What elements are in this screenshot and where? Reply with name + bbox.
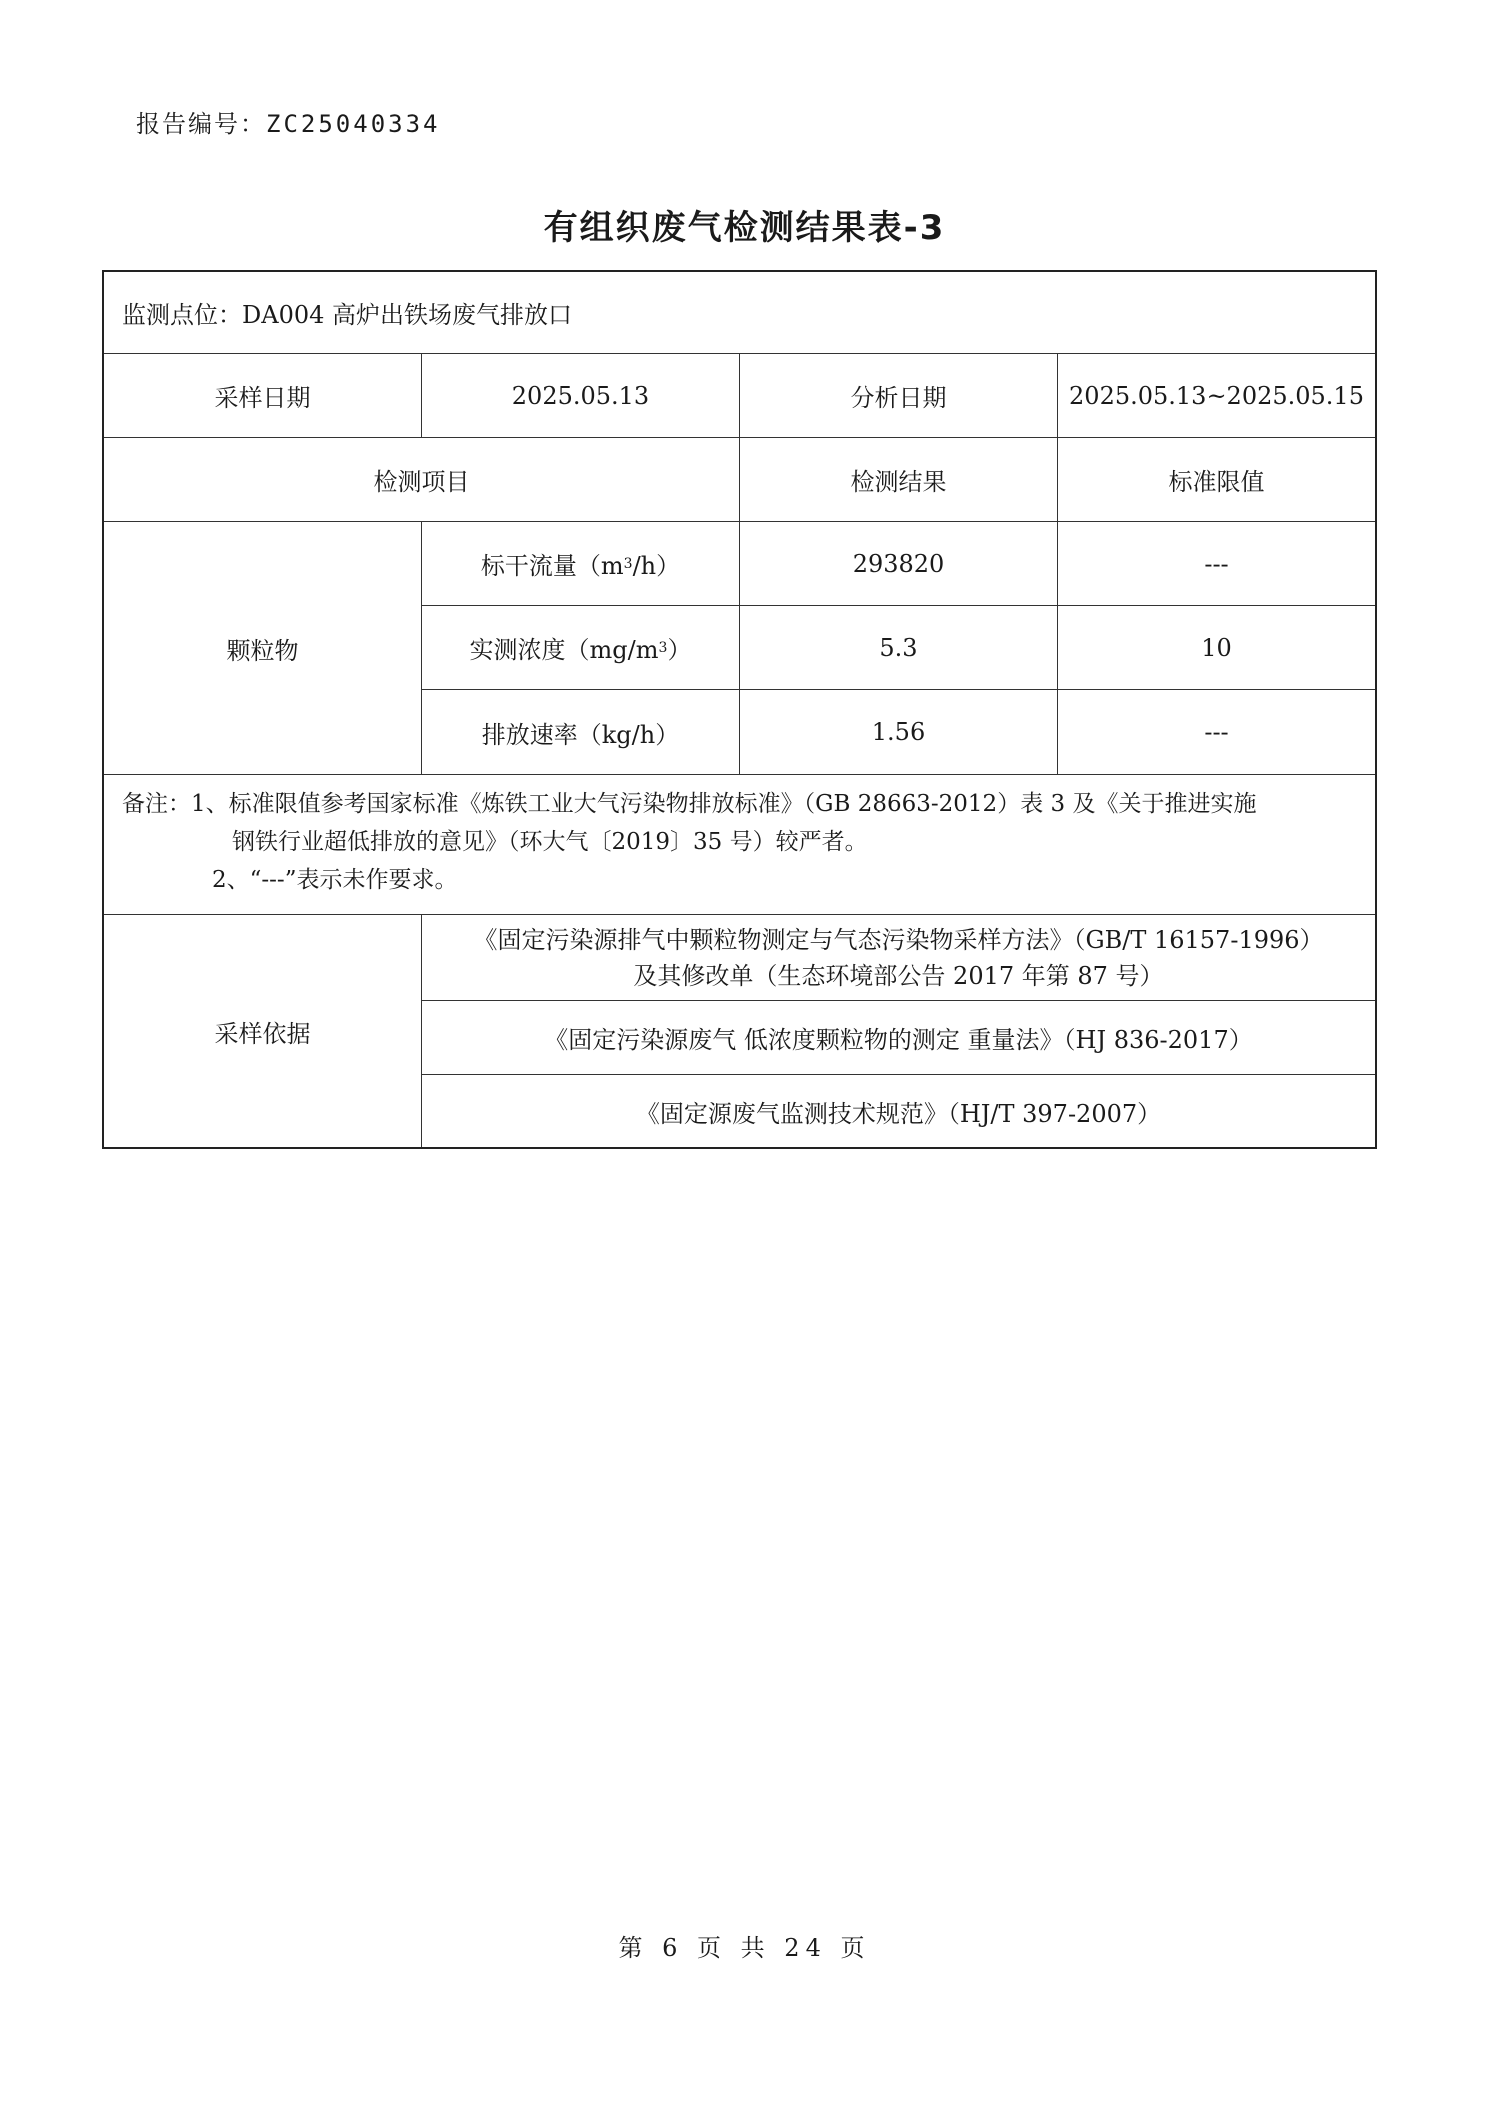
basis-row xyxy=(422,1075,1375,1147)
sampling-date-value: 2025.05.13 xyxy=(422,354,740,437)
site-value: DA004 高炉出铁场废气排放口 xyxy=(242,301,573,329)
basis-label: 采样依据 xyxy=(104,915,422,1147)
table-row xyxy=(422,522,1375,606)
report-number-label: 报告编号： xyxy=(136,110,266,138)
column-header-row xyxy=(104,438,1375,522)
report-number-value: ZC25040334 xyxy=(266,110,441,138)
site-row xyxy=(104,272,1375,354)
results-table xyxy=(102,270,1377,1149)
param-cell: 排放速率（kg/h） xyxy=(422,690,740,774)
limit-cell: --- xyxy=(1204,718,1229,746)
pollutant-name: 颗粒物 xyxy=(104,522,422,774)
analysis-date-label: 分析日期 xyxy=(740,354,1058,437)
pollutant-block xyxy=(104,522,1375,775)
limit-cell: --- xyxy=(1204,549,1229,578)
site-label: 监测点位： xyxy=(122,301,242,329)
notes xyxy=(104,775,1375,915)
param-cell: 实测浓度（mg/m 3 ） xyxy=(422,606,740,689)
column-header-limit: 标准限值 xyxy=(1168,468,1265,496)
basis-item: 《固定污染源排气中颗粒物测定与气态污染物采样方法》（GB/T 16157-1996） 及其修改单（生态环境部公告 2017 年第 87 号） xyxy=(473,925,1324,990)
basis-item: 《固定源废气监测技术规范》（HJ/T 397-2007） xyxy=(635,1099,1162,1128)
column-header-item: 检测项目 xyxy=(104,438,740,521)
page-title: 有组织废气检测结果表-3 xyxy=(543,208,946,248)
table-row xyxy=(422,606,1375,690)
param-cell: 标干流量（m 3 /h） xyxy=(422,522,740,605)
sampling-date-label: 采样日期 xyxy=(104,354,422,437)
analysis-date-value: 2025.05.13~2025.05.15 xyxy=(1069,381,1364,410)
basis-row xyxy=(422,1001,1375,1075)
page-footer: 第 6 页 共 24 页 xyxy=(618,1934,871,1962)
note-line-1-cont: 钢铁行业超低排放的意见》（环大气〔2019〕35 号）较严者。 xyxy=(232,829,868,855)
result-cell: 293820 xyxy=(740,522,1058,605)
basis-item: 《固定污染源废气 低浓度颗粒物的测定 重量法》（HJ 836-2017） xyxy=(544,1026,1253,1054)
table-row xyxy=(422,690,1375,774)
basis-row xyxy=(422,915,1375,1001)
column-header-result: 检测结果 xyxy=(740,438,1058,521)
report-number xyxy=(136,104,441,139)
site-cell xyxy=(104,272,1375,353)
note-line-2: 2、“---”表示未作要求。 xyxy=(212,867,458,893)
limit-cell: 10 xyxy=(1201,633,1232,662)
result-cell: 5.3 xyxy=(740,606,1058,689)
dates-row xyxy=(104,354,1375,438)
note-line-1: 备注：1、标准限值参考国家标准《炼铁工业大气污染物排放标准》（GB 28663-2012）表 3 及《关于推进实施 xyxy=(122,791,1257,817)
basis-block xyxy=(104,915,1375,1147)
result-cell: 1.56 xyxy=(740,690,1058,774)
